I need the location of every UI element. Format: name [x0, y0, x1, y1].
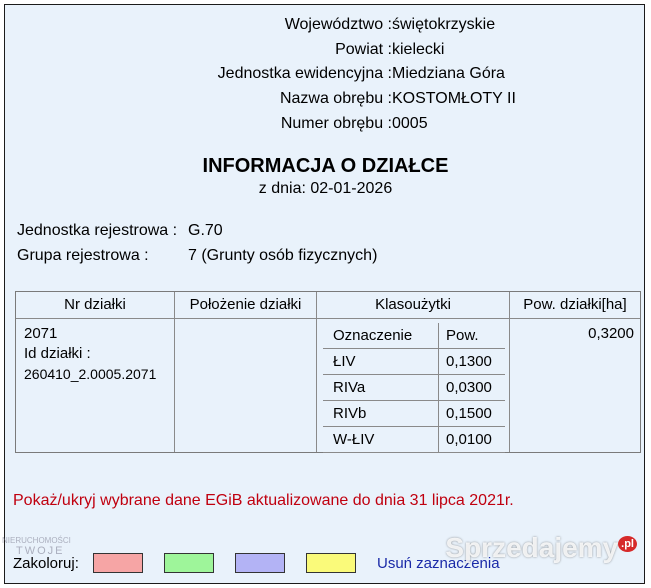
color-swatch-blue[interactable]	[235, 553, 285, 573]
class-header-code: Oznaczenie	[333, 327, 413, 344]
class-area: 0,0100	[446, 431, 492, 448]
color-swatch-green[interactable]	[164, 553, 214, 573]
parcel-id-label: Id działki :	[24, 345, 91, 362]
color-label: Zakoloruj:	[13, 555, 79, 572]
column-divider	[509, 292, 510, 452]
class-row	[323, 427, 505, 453]
class-area: 0,1300	[446, 353, 492, 370]
header-label: Jednostka ewidencyjna :	[217, 65, 392, 82]
header-value: 0005	[392, 115, 428, 132]
registry-unit-value: G.70	[188, 222, 223, 239]
column-header-location: Położenie działki	[175, 292, 316, 319]
watermark-logo-right	[445, 532, 637, 564]
parcel-table	[15, 291, 641, 453]
parcel-area: 0,3200	[588, 325, 634, 342]
class-column-divider	[438, 323, 439, 453]
header-value: KOSTOMŁOTY II	[392, 90, 516, 107]
column-header-area: Pow. działki[ha]	[510, 292, 640, 319]
parcel-number: 2071	[24, 325, 58, 342]
header-label: Powiat :	[335, 41, 392, 58]
column-divider	[316, 292, 317, 452]
watermark-text: Sprzedajemy	[445, 532, 619, 563]
watermark-suffix: .pl	[618, 536, 637, 552]
watermark-text: NIERUCHOMOŚCI	[2, 536, 71, 545]
header-value: kielecki	[392, 41, 445, 58]
header-label: Województwo :	[284, 16, 392, 33]
class-row	[323, 401, 505, 427]
page-subtitle: z dnia: 02-01-2026	[258, 180, 393, 197]
class-row	[323, 375, 505, 401]
class-code: RIVb	[333, 405, 367, 422]
registry-unit-row	[17, 222, 223, 240]
header-label: Nazwa obrębu :	[279, 90, 392, 107]
registry-group-label: Grupa rejestrowa :	[17, 247, 149, 264]
registry-group-value: 7 (Grunty osób fizycznych)	[188, 247, 378, 264]
class-code: ŁIV	[333, 353, 356, 370]
page-title: INFORMACJA O DZIAŁCE	[202, 155, 449, 177]
header-label: Numer obrębu :	[280, 115, 392, 132]
class-code: RIVa	[333, 379, 366, 396]
registry-group-row	[17, 247, 378, 265]
registry-unit-label: Jednostka rejestrowa :	[17, 222, 178, 239]
color-swatch-yellow[interactable]	[306, 553, 356, 573]
class-header-area: Pow.	[446, 327, 479, 344]
parcel-info-panel	[4, 4, 645, 584]
watermark-text: TWOJE	[16, 545, 65, 557]
class-row	[323, 349, 505, 375]
header-value: Miedziana Góra	[392, 65, 505, 82]
class-area: 0,0300	[446, 379, 492, 396]
toggle-egib-data-link[interactable]: Pokaż/ukryj wybrane dane EGiB aktualizowane do dnia 31 lipca 2021r.	[13, 492, 514, 509]
column-header-parcel-number: Nr działki	[16, 292, 174, 319]
parcel-id: 260410_2.0005.2071	[24, 366, 157, 382]
column-divider	[174, 292, 175, 452]
header-value: świętokrzyskie	[392, 16, 496, 33]
column-header-land-classes: Klasoużytki	[317, 292, 509, 319]
watermark-logo-left	[2, 536, 112, 576]
clear-selection-link[interactable]: Usuń zaznaczenia	[377, 555, 500, 572]
class-header-row	[323, 323, 505, 349]
class-area: 0,1500	[446, 405, 492, 422]
class-code: W-ŁIV	[333, 431, 375, 448]
